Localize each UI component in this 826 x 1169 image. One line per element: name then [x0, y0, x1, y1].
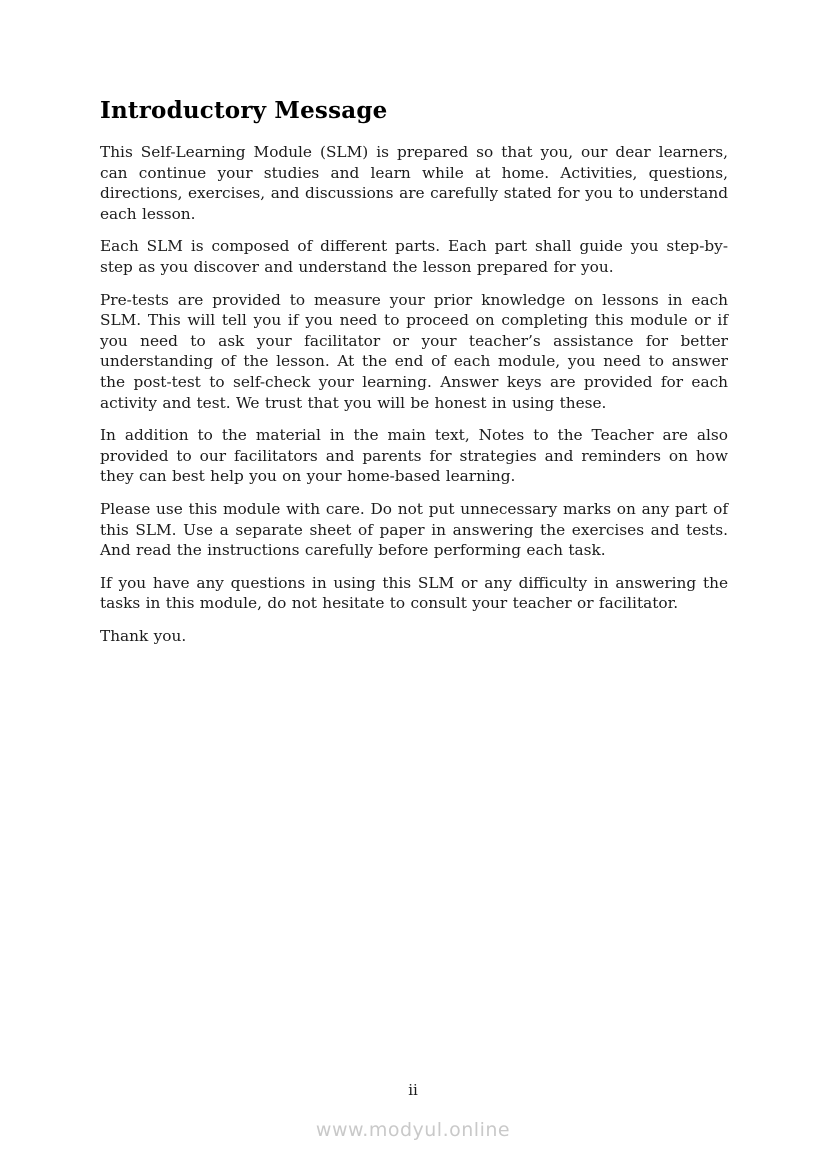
paragraph-pretests: Pre-tests are provided to measure your prior knowledge on lessons in each SLM. This will tell you if you need to proceed on completing this module or if you need to ask your facilitator or your teacher’s assistance for better understanding of the lesson. At the end of each module, you need to answer the post-test to self-check your learning. Answer keys are provided for each activity and test. We trust that you will be honest in using these.: [100, 290, 728, 412]
paragraph-questions: If you have any questions in using this SLM or any difficulty in answering the tasks in this module, do not hesitate to consult your teacher or facilitator.: [100, 573, 728, 613]
paragraph-module-care: Please use this module with care. Do not put unnecessary marks on any part of this SLM. Use a separate sheet of paper in answering the exercises and tests. And read the instructions carefully before performing each task.: [100, 499, 728, 560]
paragraph-slm-parts: Each SLM is composed of different parts. Each part shall guide you step-by-step as you discover and understand the lesson prepared for you.: [100, 237, 728, 276]
watermark-text: www.modyul.online: [315, 1119, 511, 1141]
page-title: Introductory Message: [100, 97, 388, 124]
paragraph-thank-you: Thank you.: [100, 626, 187, 645]
page-content: [100, 96, 728, 658]
paragraph-intro-slm: This Self-Learning Module (SLM) is prepared so that you, our dear learners, can continue your studies and learn while at home. Activities, questions, directions, exercises, and discussions are carefully stated for you to understand each lesson.: [100, 143, 728, 223]
paragraph-notes-to-teacher: In addition to the material in the main text, Notes to the Teacher are also provided to our facilitators and parents for strategies and reminders on how they can best help you on your home-based learning.: [100, 426, 728, 486]
page-number: ii: [408, 1081, 418, 1099]
